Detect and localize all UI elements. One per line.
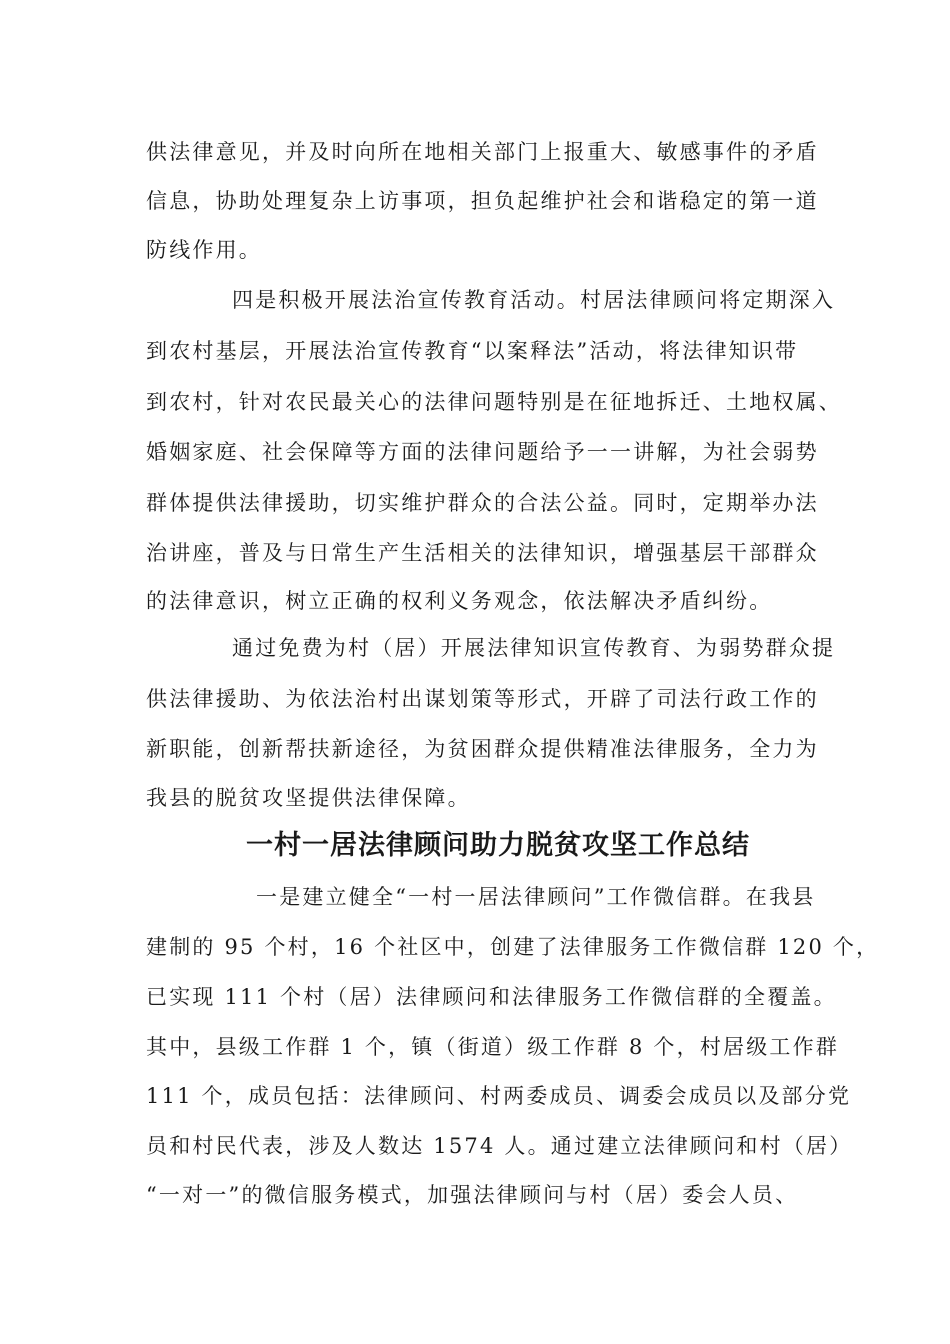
text-line: 一是建立健全“一村一居法律顾问”工作微信群。在我县	[256, 885, 816, 909]
text-line: 婚姻家庭、社会保障等方面的法律问题给予一一讲解，为社会弱势	[146, 440, 819, 464]
document-heading: 一村一居法律顾问助力脱贫攻坚工作总结	[246, 830, 750, 861]
text-line: 信息，协助处理复杂上访事项，担负起维护社会和谐稳定的第一道	[146, 189, 819, 213]
text-line: 通过免费为村（居）开展法律知识宣传教育、为弱势群众提	[232, 636, 836, 660]
text-line: 的法律意识，树立正确的权利义务观念，依法解决矛盾纠纷。	[146, 589, 773, 613]
text-line: 已实现 111 个村（居）法律顾问和法律服务工作微信群的全覆盖。	[146, 985, 837, 1009]
text-line: 其中，县级工作群 1 个，镇（街道）级工作群 8 个，村居级工作群	[146, 1035, 840, 1059]
text-line: 四是积极开展法治宣传教育活动。村居法律顾问将定期深入	[232, 288, 836, 312]
text-line: 供法律援助、为依法治村出谋划策等形式，开辟了司法行政工作的	[146, 687, 819, 711]
text-line: 111 个，成员包括：法律顾问、村两委成员、调委会成员以及部分党	[146, 1084, 852, 1108]
text-line: 治讲座，普及与日常生产生活相关的法律知识，增强基层干部群众	[146, 541, 819, 565]
text-line: 防线作用。	[146, 238, 262, 262]
text-line: 我县的脱贫攻坚提供法律保障。	[146, 786, 471, 810]
text-line: 供法律意见，并及时向所在地相关部门上报重大、敏感事件的矛盾	[146, 140, 819, 164]
text-line: “一对一”的微信服务模式，加强法律顾问与村（居）委会人员、	[146, 1183, 799, 1207]
text-line: 建制的 95 个村，16 个社区中，创建了法律服务工作微信群 120 个，	[146, 935, 880, 959]
text-line: 到农村基层，开展法治宣传教育“以案释法”活动，将法律知识带	[146, 339, 799, 363]
text-line: 员和村民代表，涉及人数达 1574 人。通过建立法律顾问和村（居）	[146, 1134, 853, 1158]
text-line: 到农村，针对农民最关心的法律问题特别是在征地拆迁、土地权属、	[146, 390, 842, 414]
text-line: 新职能，创新帮扶新途径，为贫困群众提供精准法律服务，全力为	[146, 737, 819, 761]
text-line: 群体提供法律援助，切实维护群众的合法公益。同时，定期举办法	[146, 491, 819, 515]
